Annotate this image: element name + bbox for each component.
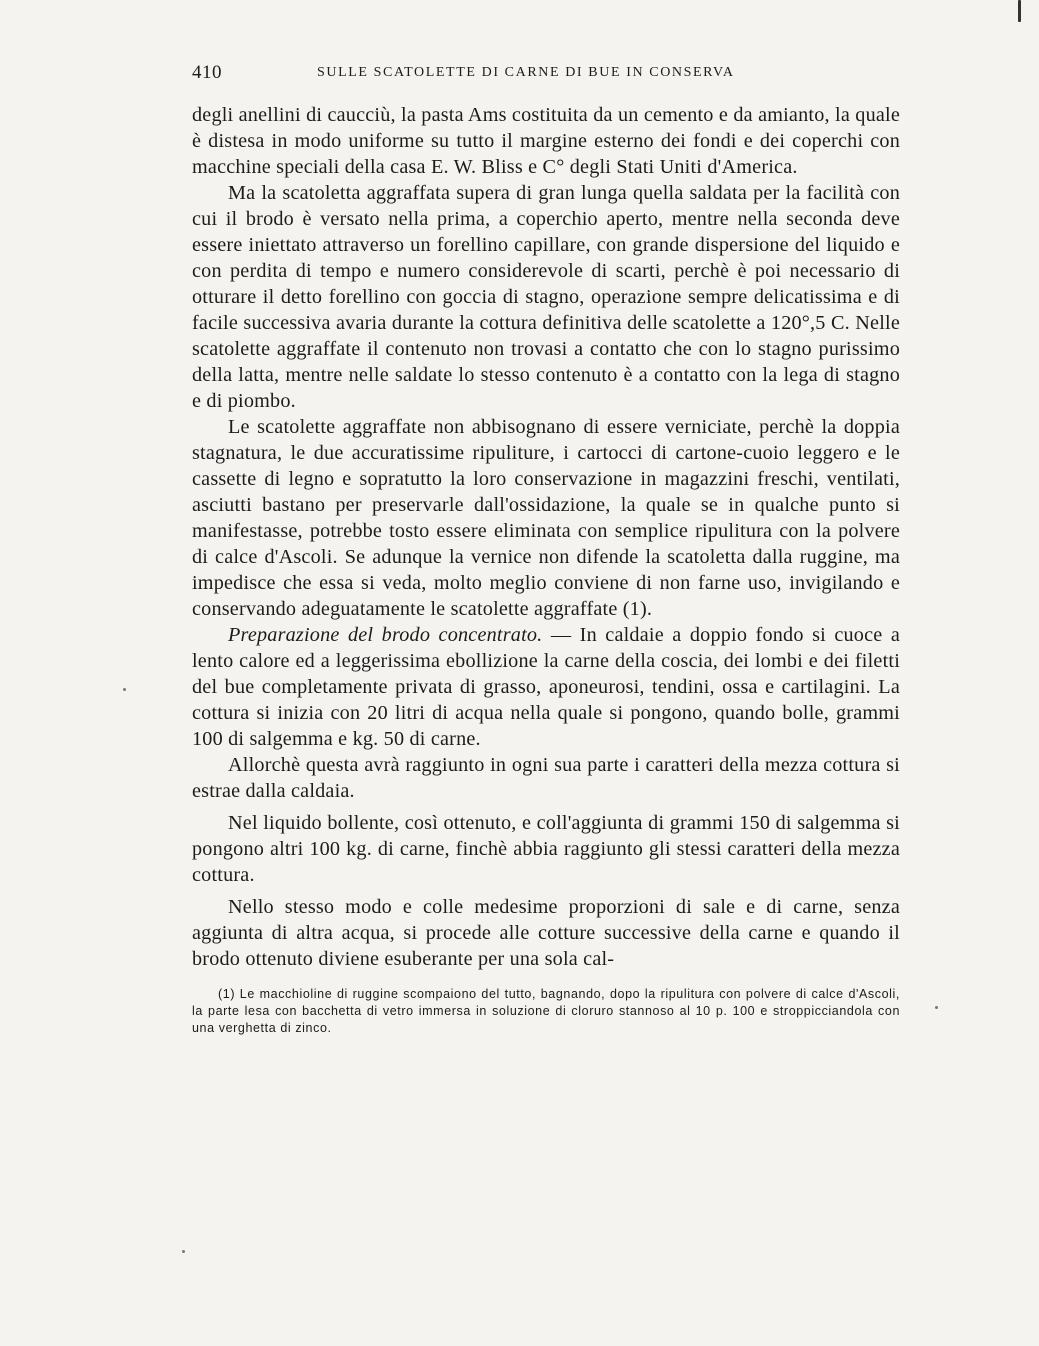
paragraph-text: Allorchè questa avrà raggiunto in ogni sua parte i caratteri della mezza cottura si estrae dalla caldaia. (192, 754, 900, 802)
paragraph-text: Nello stesso modo e colle medesime proporzioni di sale e di carne, senza aggiunta di altra acqua, si procede alle cotture successive della carne e quando il brodo ottenuto diviene esuberante per una sola cal- (192, 896, 900, 970)
paragraph (192, 752, 900, 804)
paragraph-text: Le scatolette aggraffate non abbisognano di essere verniciate, perchè la doppia stagnatura, le due accuratissime ripuliture, i cartocci di cartone-cuoio leggero e le cassette di legno e sopratutto la loro conservazione in magazzini freschi, ventilati, asciutti bastano per preservarle dall'ossidazione, la quale se in qualche punto si manifestasse, potrebbe tosto essere eliminata con semplice ripulitura con la polvere di calce d'Ascoli. Se adunque la vernice non difende la scatoletta dalla ruggine, ma impedisce che essa si veda, molto meglio conviene di non farne uso, invigilando e conservando adeguatamente le scatolette aggraffate (1). (192, 416, 900, 620)
speck (123, 688, 126, 691)
section-title: Preparazione del brodo concentrato. (228, 624, 543, 646)
speck (182, 1250, 185, 1253)
paragraph (192, 622, 900, 752)
paragraph (192, 810, 900, 888)
paragraph-text: Ma la scatoletta aggraffata supera di gran lunga quella saldata per la facilità con cui il brodo è versato nella prima, a coperchio aperto, mentre nella seconda deve essere iniettato attraverso un forellino capillare, con grande dispersione del liquido e con perdita di tempo e numero considerevole di scarti, perchè è poi necessario di otturare il detto forellino con goccia di stagno, operazione sempre delicatissima e di facile successiva avaria durante la cottura definitiva delle scatolette a 120°,5 C. Nelle scatolette aggraffate il contenuto non trovasi a contatto che con lo stagno purissimo della latta, mentre nelle saldate lo stesso contenuto è a contatto con la lega di stagno e di piombo. (192, 182, 900, 412)
scan-edge-mark (1018, 0, 1021, 22)
footnote: (1) Le macchioline di ruggine scompaiono del tutto, bagnando, dopo la ripulitura con polvere di calce d'Ascoli, la parte lesa con bacchetta di vetro immersa in soluzione di cloruro stannoso al 10 p. 100 e stroppicciandola con una verghetta di zinco. (192, 987, 900, 1035)
running-title: SULLE SCATOLETTE DI CARNE DI BUE IN CONSERVA (317, 65, 735, 80)
body-text (192, 102, 900, 972)
page-header (192, 58, 900, 86)
footnotes (192, 986, 900, 1037)
paragraph-text: degli anellini di caucciù, la pasta Ams costituita da un cemento e da amianto, la quale è distesa in modo uniforme su tutto il margine esterno dei fondi e dei coperchi con macchine speciali della casa E. W. Bliss e C° degli Stati Uniti d'America. (192, 104, 900, 178)
paragraph-text: — In caldaie a doppio fondo si cuoce a lento calore ed a leggerissima ebollizione la carne della coscia, dei lombi e dei filetti del bue completamente privata di grasso, aponeurosi, tendini, ossa e cartilagini. La cottura si inizia con 20 litri di acqua nella quale si pongono, quando bolle, grammi 100 di salgemma e kg. 50 di carne. (192, 624, 901, 750)
paragraph (192, 180, 900, 414)
paragraph (192, 102, 900, 180)
speck (935, 1006, 938, 1009)
page-number: 410 (192, 62, 222, 83)
paragraph (192, 894, 900, 972)
paragraph-text: Nel liquido bollente, così ottenuto, e coll'aggiunta di grammi 150 di salgemma si pongono altri 100 kg. di carne, finchè abbia raggiunto gli stessi caratteri della mezza cottura. (192, 812, 900, 886)
paragraph (192, 414, 900, 622)
book-page (192, 58, 900, 1037)
